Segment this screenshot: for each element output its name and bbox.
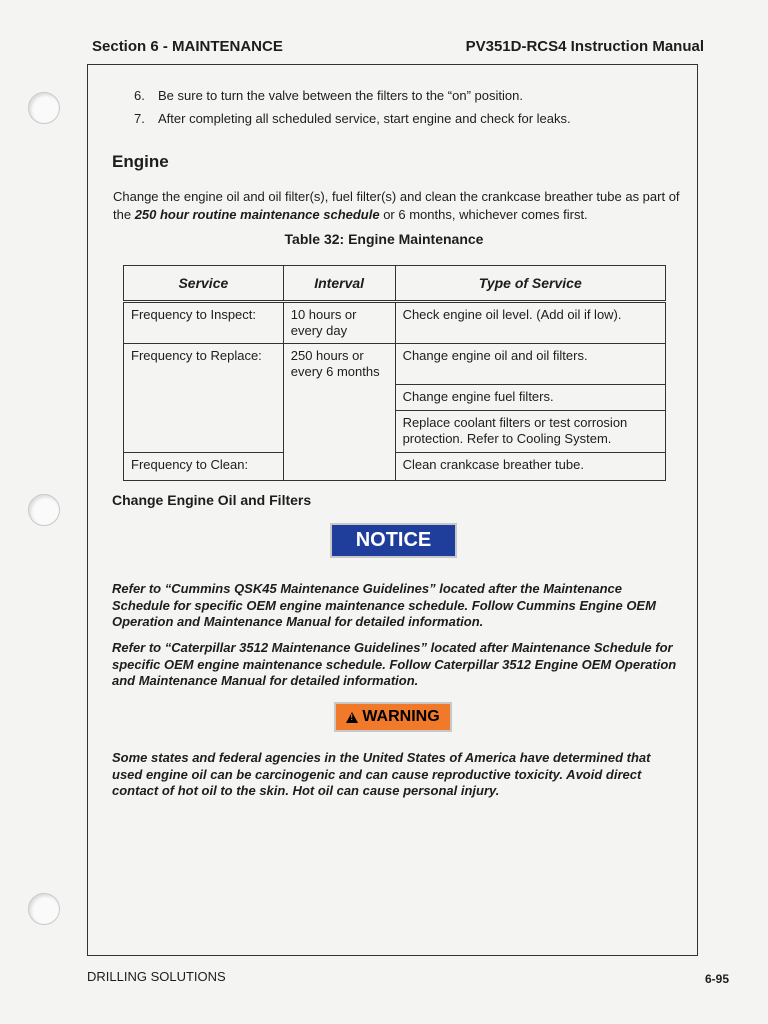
page-number: 6-95	[705, 972, 730, 986]
engine-maintenance-table	[123, 265, 666, 481]
warning-text: Some states and federal agencies in the United States of America have determined that used engine oil can be carcinogenic and can cause reproductive toxicity. Avoid direct contact of hot oil to the skin. Hot oil can cause personal injury.	[112, 750, 651, 798]
notice-text-caterpillar: Refer to “Caterpillar 3512 Maintenance Guidelines” located after Maintenance Schedule for specific OEM engine maintenance schedule. Follow Caterpillar 3512 Engine OEM Operation and Maintenance Manual for detailed information.	[112, 640, 677, 688]
notice-badge: NOTICE	[330, 523, 457, 558]
table-row: Replace coolant filters or test corrosion protection. Refer to Cooling System.	[124, 410, 666, 452]
engine-paragraph: Change the engine oil and oil filter(s), fuel filter(s) and clean the crankcase breather tube as part of the 250 hour routine maintenance schedule or 6 months, whichever comes first.	[113, 189, 680, 222]
oil-filters-heading: Change Engine Oil and Filters	[112, 492, 312, 508]
list-item: 7. After completing all scheduled service, start engine and check for leaks.	[134, 111, 571, 126]
column-header-interval: Interval	[283, 266, 395, 302]
list-item: 6. Be sure to turn the valve between the filters to the “on” position.	[134, 88, 523, 103]
warning-triangle-icon	[346, 712, 358, 723]
schedule-emphasis: 250 hour routine maintenance schedule	[134, 207, 380, 222]
section-title: Section 6 - MAINTENANCE	[92, 38, 283, 55]
footer-company: DRILLING SOLUTIONS	[87, 969, 226, 984]
binder-hole-middle	[28, 494, 60, 526]
column-header-service: Service	[124, 266, 284, 302]
table-caption: Table 32: Engine Maintenance	[284, 231, 484, 247]
notice-text-cummins: Refer to “Cummins QSK45 Maintenance Guidelines” located after the Maintenance Schedule for specific OEM engine maintenance schedule. Follow Cummins Engine OEM Operation and Maintenance Manual for detailed information.	[112, 581, 656, 629]
warning-badge: ! WARNING	[334, 702, 452, 732]
column-header-type: Type of Service	[395, 266, 665, 302]
table-row: Frequency to Replace: 250 hours or every 6 months Change engine oil and oil filters.	[124, 344, 666, 385]
table-row: Change engine fuel filters.	[124, 384, 666, 410]
table-row: Frequency to Clean: Clean crankcase breather tube.	[124, 452, 666, 480]
manual-title: PV351D-RCS4 Instruction Manual	[465, 38, 704, 55]
table-row: Frequency to Inspect: 10 hours or every day Check engine oil level. (Add oil if low).	[124, 302, 666, 344]
step-list	[134, 84, 571, 130]
binder-hole-top	[28, 92, 60, 124]
binder-hole-bottom	[28, 893, 60, 925]
page-header	[92, 38, 704, 55]
engine-heading: Engine	[112, 152, 169, 171]
